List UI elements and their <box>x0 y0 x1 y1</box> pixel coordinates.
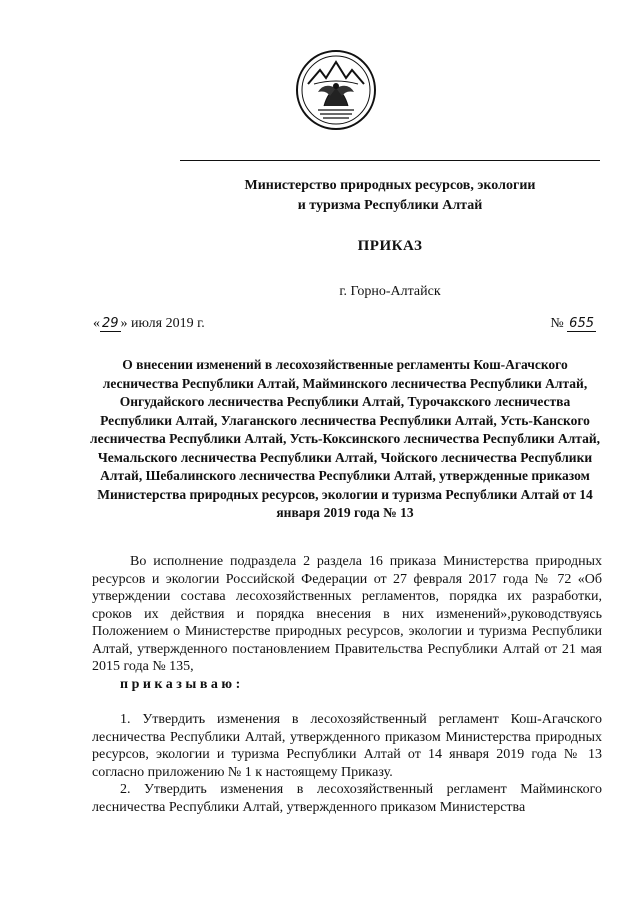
document-type: ПРИКАЗ <box>357 238 423 254</box>
number-handwritten: 655 <box>569 316 594 331</box>
order-body <box>92 553 602 816</box>
order-word: приказываю: <box>120 676 244 692</box>
header-divider <box>180 160 600 161</box>
paragraph-gap <box>92 693 602 711</box>
ministry-line-2: и туризма Республики Алтай <box>297 198 483 213</box>
number-prefix: № <box>550 316 564 331</box>
order-subject: О внесении изменений в лесохозяйственные регламенты Кош-Агачского лесничества Республики Алтай, Майминского лесничества Республики Алтай, Онгудайского лесничества Республики Алтай, Турочакского лесничества Республики Алтай, Улаганского лесничества Республики Алтай, Усть-Канского лесничества Республики Алтай, Усть-Коксинского лесничества Республики Алтай, Чемальского лесничества Республики Алтай, Чойского лесничества Республики Алтай, Шебалинского лесничества Республики Алтай, утвержденные приказом Министерства природных ресурсов, экологии и туризма Республики Алтай от 14 января 2019 года № 13 <box>90 357 600 520</box>
order-date <box>93 316 205 332</box>
coat-of-arms-icon <box>294 48 378 132</box>
preamble-paragraph: Во исполнение подраздела 2 раздела 16 приказа Министерства природных ресурсов и экологии Российской Федерации от 27 февраля 2017 года № 72 «Об утверждении состава лесохозяйственных регламентов, порядка их разработки, сроков их действия и порядка внесения в них изменений»,руководствуясь Положением о Министерстве природных ресурсов, экологии и туризма Республики Алтай, утвержденного постановлением Правительства Республики Алтай от 21 мая 2015 года № 135, <box>92 554 602 674</box>
ministry-name <box>180 176 600 216</box>
city: г. Горно-Алтайск <box>339 284 441 299</box>
date-suffix: » июля 2019 г. <box>120 316 205 331</box>
order-number <box>550 316 596 332</box>
order-item-2: 2. Утвердить изменения в лесохозяйственный регламент Майминского лесничества Республики Алтай, утвержденного приказом Министерства <box>92 782 602 815</box>
date-prefix: « <box>93 316 100 331</box>
order-item-1: 1. Утвердить изменения в лесохозяйственный регламент Кош-Агачского лесничества Республики Алтай, утвержденного приказом Министерства природных ресурсов, экологии и туризма Республики Алтай от 14 января 2019 года № 13 согласно приложению № 1 к настоящему Приказу. <box>92 712 602 780</box>
date-day-handwritten: 29 <box>102 316 119 331</box>
ministry-line-1: Министерство природных ресурсов, экологии <box>244 178 536 193</box>
